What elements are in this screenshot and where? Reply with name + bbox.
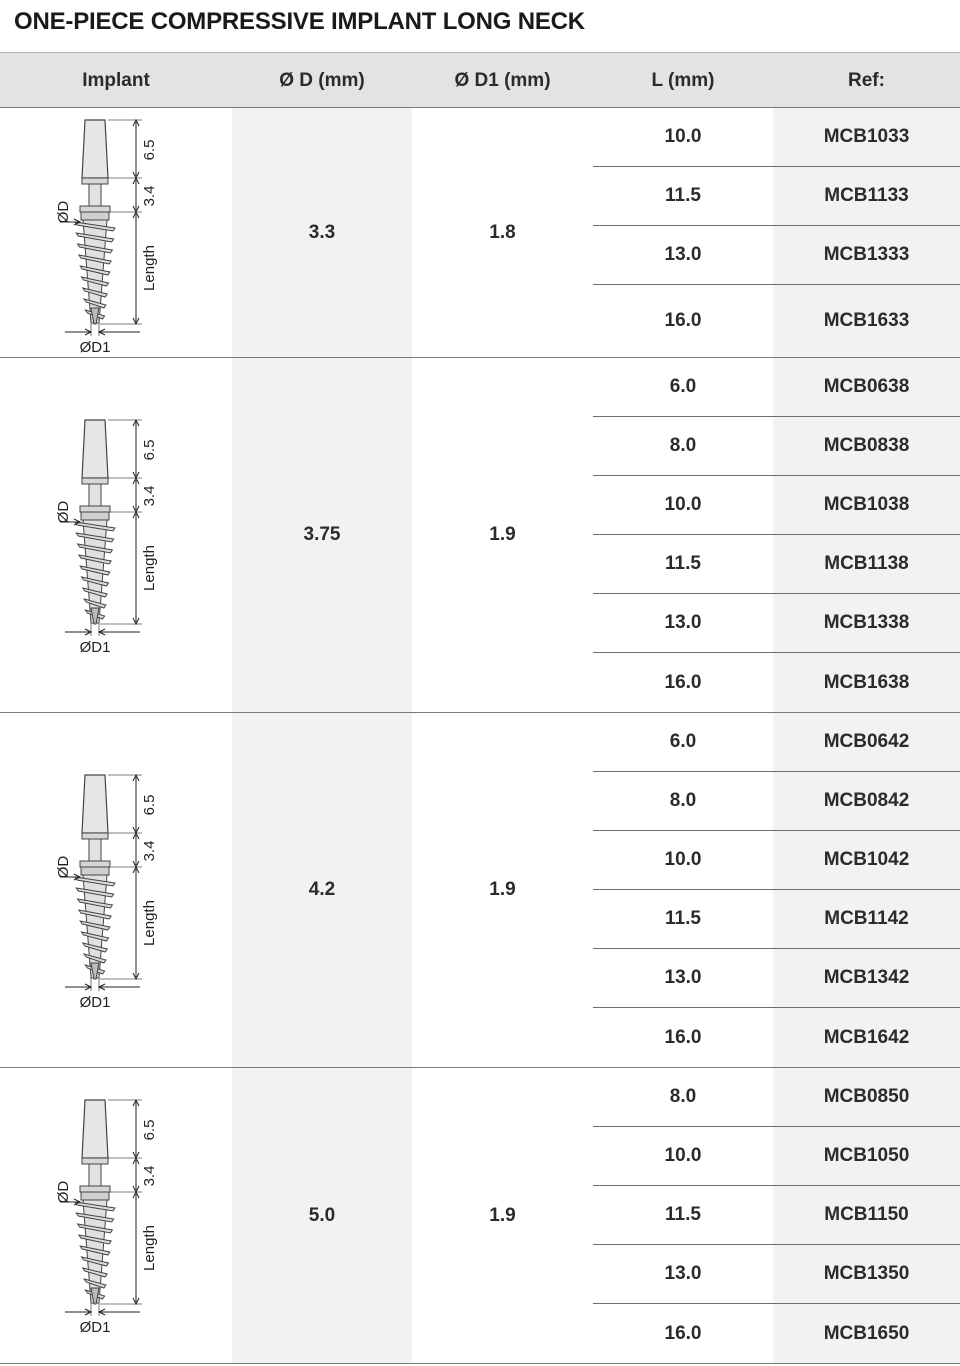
ref-code: MCB0842 [823, 790, 910, 811]
ref-code: MCB1642 [823, 1026, 910, 1048]
length-value: 8.0 [669, 1086, 697, 1107]
ref-code: MCB1333 [823, 244, 910, 265]
svg-text:ØD: ØD [55, 1180, 72, 1204]
implant-diagram [50, 418, 180, 663]
table-row [593, 653, 960, 712]
diameter-d1-value: 1.9 [489, 1204, 516, 1226]
ref-code: MCB1650 [823, 1322, 910, 1344]
ref-code: MCB1342 [823, 967, 910, 988]
length-value: 16.0 [664, 1322, 702, 1344]
ref-code: MCB1138 [824, 553, 909, 574]
ref-code: MCB1633 [823, 310, 910, 331]
ref-code: MCB1038 [823, 494, 910, 515]
length-value: 11.5 [665, 908, 701, 929]
table-row [593, 594, 960, 653]
table-row [593, 1304, 960, 1363]
svg-text:3.4: 3.4 [141, 1165, 158, 1187]
diameter-d1-value: 1.9 [489, 879, 516, 900]
header-ref: Ref: [848, 70, 885, 91]
svg-text:ØD: ØD [55, 855, 72, 879]
ref-code: MCB1133 [824, 185, 909, 206]
svg-text:ØD1: ØD1 [79, 339, 111, 356]
length-value: 6.0 [669, 376, 697, 397]
table-row [593, 713, 960, 772]
implant-group [0, 1068, 960, 1364]
table-row [593, 535, 960, 594]
length-value: 11.5 [665, 553, 701, 574]
svg-text:3.4: 3.4 [141, 185, 158, 207]
implant-diagram [50, 1098, 180, 1343]
ref-code: MCB1150 [824, 1204, 909, 1225]
table-row [593, 285, 960, 357]
implant-table [0, 52, 960, 1364]
svg-text:6.5: 6.5 [141, 439, 158, 461]
svg-text:Length: Length [141, 900, 158, 946]
table-row [593, 949, 960, 1008]
implant-diagram [50, 118, 180, 363]
svg-text:6.5: 6.5 [141, 139, 158, 161]
table-row [593, 226, 960, 285]
svg-text:ØD: ØD [55, 500, 72, 524]
length-value: 10.0 [664, 494, 702, 515]
table-row [593, 358, 960, 417]
length-value: 11.5 [665, 185, 701, 206]
length-value: 13.0 [664, 1263, 702, 1284]
table-row [593, 417, 960, 476]
svg-text:ØD1: ØD1 [79, 639, 111, 656]
diameter-d-value: 5.0 [308, 1204, 336, 1226]
ref-code: MCB1142 [824, 908, 909, 929]
ref-code: MCB1042 [823, 849, 910, 870]
ref-code: MCB0850 [823, 1086, 910, 1107]
ref-code: MCB1350 [823, 1263, 910, 1284]
table-header [0, 52, 960, 108]
length-value: 16.0 [664, 671, 702, 693]
svg-text:6.5: 6.5 [141, 794, 158, 816]
length-value: 13.0 [664, 612, 702, 633]
header-diameter-d: Ø D (mm) [279, 70, 365, 91]
header-length: L (mm) [651, 70, 715, 91]
table-body [0, 108, 960, 1364]
svg-text:3.4: 3.4 [141, 840, 158, 862]
table-row [593, 890, 960, 949]
length-value: 6.0 [669, 731, 697, 752]
svg-text:6.5: 6.5 [141, 1119, 158, 1141]
length-value: 10.0 [664, 849, 702, 870]
svg-text:Length: Length [141, 245, 158, 291]
page-title: ONE-PIECE COMPRESSIVE IMPLANT LONG NECK [14, 8, 585, 35]
table-row [593, 108, 960, 167]
ref-code: MCB0638 [823, 376, 910, 397]
table-row [593, 1068, 960, 1127]
length-value: 8.0 [669, 790, 697, 811]
length-value: 10.0 [664, 126, 702, 147]
length-value: 10.0 [664, 1145, 702, 1166]
length-value: 13.0 [664, 244, 702, 265]
implant-group [0, 713, 960, 1068]
svg-text:Length: Length [141, 545, 158, 591]
implant-group [0, 358, 960, 713]
length-value: 8.0 [669, 435, 697, 456]
diameter-d-value: 3.3 [308, 221, 336, 243]
svg-text:ØD: ØD [55, 200, 72, 224]
table-row [593, 167, 960, 226]
table-row [593, 1008, 960, 1067]
table-row [593, 1127, 960, 1186]
diameter-d1-value: 1.9 [489, 524, 516, 545]
length-value: 13.0 [664, 967, 702, 988]
table-row [593, 1186, 960, 1245]
implant-diagram [50, 773, 180, 1018]
length-value: 16.0 [664, 1026, 702, 1048]
ref-code: MCB1050 [823, 1145, 910, 1166]
implant-group [0, 108, 960, 358]
length-value: 11.5 [665, 1204, 701, 1225]
ref-code: MCB0642 [823, 731, 910, 752]
svg-text:ØD1: ØD1 [79, 1319, 111, 1336]
table-row [593, 1245, 960, 1304]
svg-text:Length: Length [141, 1225, 158, 1271]
table-row [593, 772, 960, 831]
header-diameter-d1: Ø D1 (mm) [454, 70, 551, 91]
length-value: 16.0 [664, 310, 702, 331]
ref-code: MCB1638 [823, 671, 910, 693]
ref-code: MCB1033 [823, 126, 910, 147]
diameter-d-value: 3.75 [303, 524, 341, 545]
header-implant: Implant [82, 70, 150, 91]
svg-text:3.4: 3.4 [141, 485, 158, 507]
ref-code: MCB1338 [823, 612, 910, 633]
svg-text:ØD1: ØD1 [79, 994, 111, 1011]
table-row [593, 476, 960, 535]
diameter-d1-value: 1.8 [489, 221, 516, 243]
ref-code: MCB0838 [823, 435, 910, 456]
diameter-d-value: 4.2 [308, 879, 336, 900]
table-row [593, 831, 960, 890]
